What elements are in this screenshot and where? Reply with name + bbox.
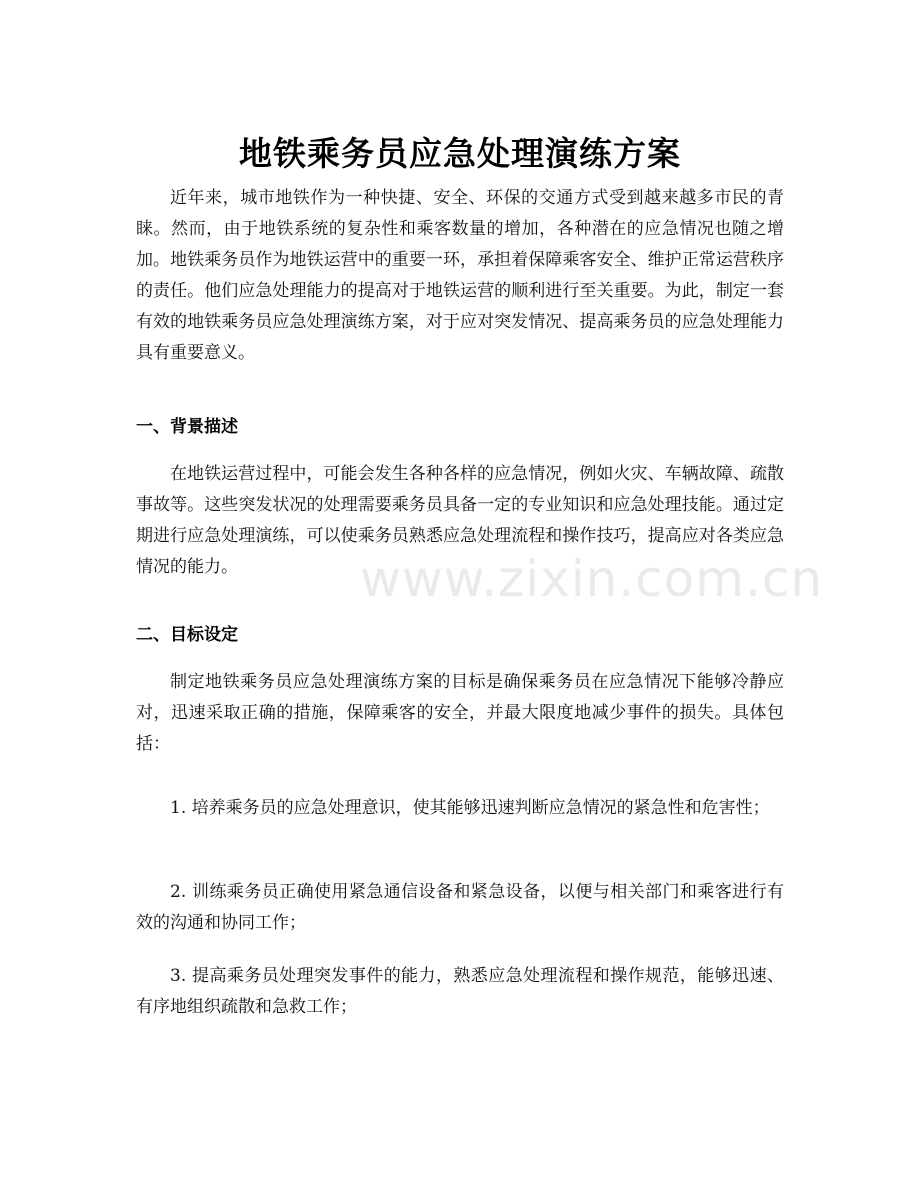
goal-list-item: 2. 训练乘务员正确使用紧急通信设备和紧急设备，以便与相关部门和乘客进行有效的沟通和协同工作；: [136, 882, 784, 933]
intro-paragraph: 近年来，城市地铁作为一种快捷、安全、环保的交通方式受到越来越多市民的青睐。然而，由于地铁系统的复杂性和乘客数量的增加，各种潜在的应急情况也随之增加。地铁乘务员作为地铁运营中的重要一环，承担着保障乘客安全、维护正常运营秩序的责任。他们应急处理能力的提高对于地铁运营的顺利进行至关重要。为此，制定一套有效的地铁乘务员应急处理演练方案，对于应对突发情况、提高乘务员的应急处理能力具有重要意义。: [136, 188, 784, 363]
section-body-background: 在地铁运营过程中，可能会发生各种各样的应急情况，例如火灾、车辆故障、疏散事故等。这些突发状况的处理需要乘务员具备一定的专业知识和应急处理技能。通过定期进行应急处理演练，可以使乘务员熟悉应急处理流程和操作技巧，提高应对各类应急情况的能力。: [136, 464, 784, 577]
section-heading-goals: 二、目标设定: [136, 625, 238, 645]
watermark-text: www.zixin.com.cn: [360, 550, 824, 608]
section-heading-background: 一、背景描述: [136, 417, 238, 437]
document-title: 地铁乘务员应急处理演练方案: [239, 134, 681, 174]
goal-list-item: 3. 提高乘务员处理突发事件的能力，熟悉应急处理流程和操作规范，能够迅速、有序地组织疏散和急救工作；: [136, 966, 784, 1017]
section-body-goals: 制定地铁乘务员应急处理演练方案的目标是确保乘务员在应急情况下能够冷静应对，迅速采取正确的措施，保障乘客的安全，并最大限度地减少事件的损失。具体包括：: [136, 672, 784, 754]
goal-list-item: 1. 培养乘务员的应急处理意识，使其能够迅速判断应急情况的紧急性和危害性；: [170, 798, 770, 818]
